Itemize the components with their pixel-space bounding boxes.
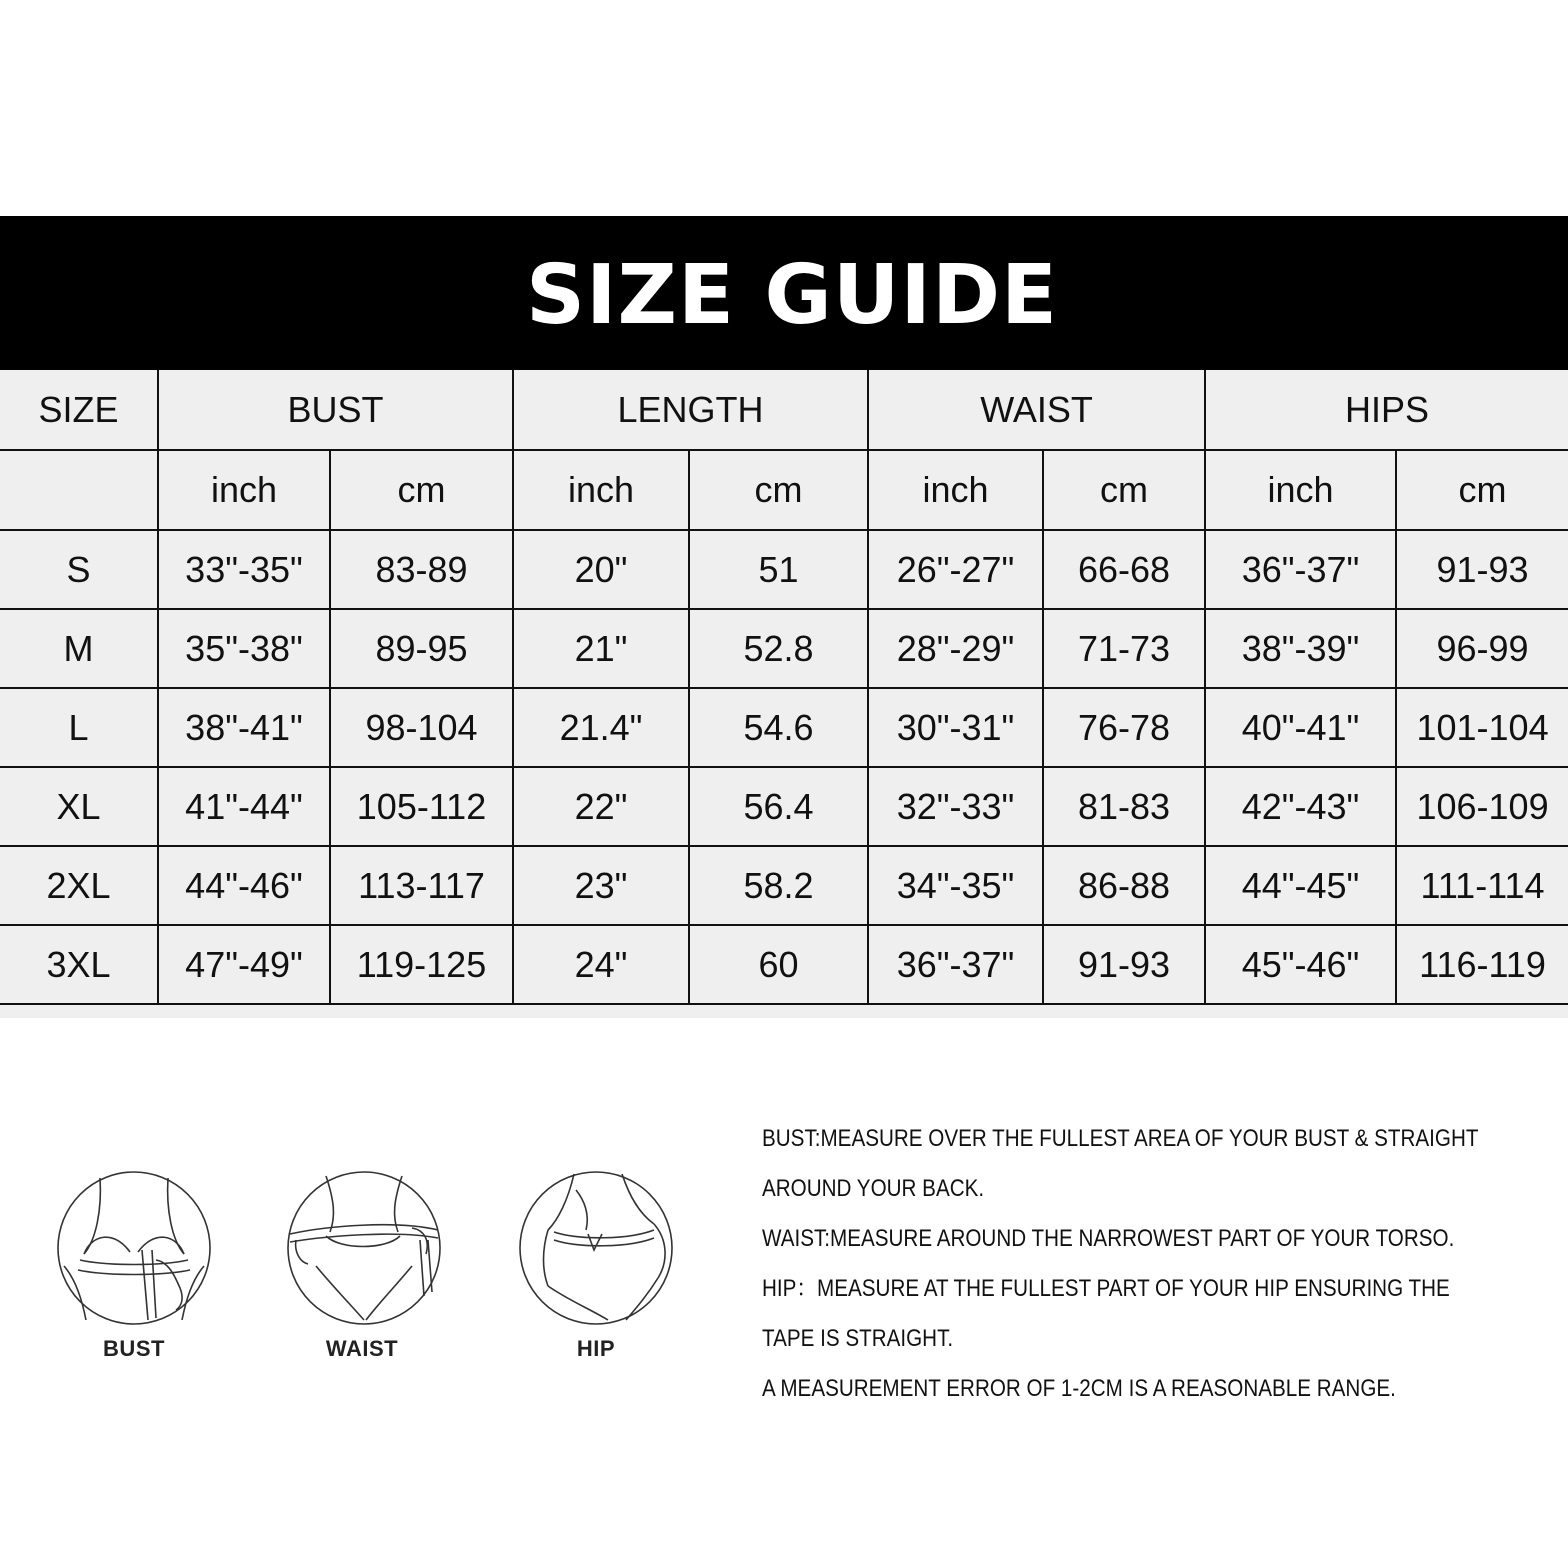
table-cell: 51 xyxy=(689,530,868,609)
table-cell: 91-93 xyxy=(1043,925,1205,1004)
table-cell: 26"-27" xyxy=(868,530,1043,609)
table-cell: 45"-46" xyxy=(1205,925,1396,1004)
note-line: AROUND YOUR BACK. xyxy=(762,1175,985,1202)
table-cell: 2XL xyxy=(0,846,158,925)
table-row xyxy=(0,609,1568,688)
unit-header-row xyxy=(0,450,1568,530)
header-length: LENGTH xyxy=(513,370,868,450)
group-header-row xyxy=(0,370,1568,450)
table-cell: 56.4 xyxy=(689,767,868,846)
note-line: WAIST:MEASURE AROUND THE NARROWEST PART OF YOUR TORSO. xyxy=(762,1225,1455,1252)
note-line: TAPE IS STRAIGHT. xyxy=(762,1325,954,1352)
table-cell: 81-83 xyxy=(1043,767,1205,846)
header-bust: BUST xyxy=(158,370,513,450)
unit-header: inch xyxy=(513,450,689,530)
table-cell: 21.4" xyxy=(513,688,689,767)
table-cell: 35"-38" xyxy=(158,609,330,688)
table-cell: 83-89 xyxy=(330,530,513,609)
unit-header: inch xyxy=(868,450,1043,530)
unit-header: cm xyxy=(330,450,513,530)
table-cell: 38"-39" xyxy=(1205,609,1396,688)
unit-header: inch xyxy=(1205,450,1396,530)
note-line: BUST:MEASURE OVER THE FULLEST AREA OF YOUR BUST & STRAIGHT xyxy=(762,1125,1479,1152)
icon-label-waist: WAIST xyxy=(325,1336,399,1361)
table-cell: 33"-35" xyxy=(158,530,330,609)
table-cell: 66-68 xyxy=(1043,530,1205,609)
table-cell: 42"-43" xyxy=(1205,767,1396,846)
table-cell: 28"-29" xyxy=(868,609,1043,688)
table-cell: 54.6 xyxy=(689,688,868,767)
unit-header: cm xyxy=(1043,450,1205,530)
table-cell: 32"-33" xyxy=(868,767,1043,846)
table-cell: 91-93 xyxy=(1396,530,1568,609)
table-cell: 44"-45" xyxy=(1205,846,1396,925)
table-cell: L xyxy=(0,688,158,767)
table-cell: 52.8 xyxy=(689,609,868,688)
size-table xyxy=(0,370,1568,1005)
title-banner xyxy=(0,216,1568,370)
unit-header: inch xyxy=(158,450,330,530)
header-hips: HIPS xyxy=(1205,370,1568,450)
table-row xyxy=(0,767,1568,846)
note-line: HIP：MEASURE AT THE FULLEST PART OF YOUR HIP ENSURING THE xyxy=(762,1275,1450,1302)
unit-header: cm xyxy=(689,450,868,530)
table-row xyxy=(0,925,1568,1004)
table-cell: 36"-37" xyxy=(1205,530,1396,609)
table-row xyxy=(0,688,1568,767)
table-cell: 22" xyxy=(513,767,689,846)
table-cell: 101-104 xyxy=(1396,688,1568,767)
bust-measure-icon xyxy=(56,1170,212,1331)
table-cell: 105-112 xyxy=(330,767,513,846)
table-cell: 38"-41" xyxy=(158,688,330,767)
table-cell: 24" xyxy=(513,925,689,1004)
table-cell: 41"-44" xyxy=(158,767,330,846)
table-cell: 21" xyxy=(513,609,689,688)
table-cell: M xyxy=(0,609,158,688)
table-cell: 23" xyxy=(513,846,689,925)
size-table-container xyxy=(0,370,1568,1018)
table-cell: 113-117 xyxy=(330,846,513,925)
table-cell: 34"-35" xyxy=(868,846,1043,925)
unit-header xyxy=(0,450,158,530)
table-cell: 60 xyxy=(689,925,868,1004)
icon-label-hip: HIP xyxy=(576,1336,616,1361)
table-cell: 30"-31" xyxy=(868,688,1043,767)
table-row xyxy=(0,846,1568,925)
table-cell: 119-125 xyxy=(330,925,513,1004)
table-cell: 40"-41" xyxy=(1205,688,1396,767)
icon-label-bust: BUST xyxy=(103,1336,165,1361)
table-cell: 20" xyxy=(513,530,689,609)
table-cell: 116-119 xyxy=(1396,925,1568,1004)
table-cell: 76-78 xyxy=(1043,688,1205,767)
table-cell: 111-114 xyxy=(1396,846,1568,925)
note-line: A MEASUREMENT ERROR OF 1-2CM IS A REASONABLE RANGE. xyxy=(762,1375,1396,1402)
table-row xyxy=(0,530,1568,609)
unit-header: cm xyxy=(1396,450,1568,530)
table-cell: 96-99 xyxy=(1396,609,1568,688)
hip-measure-icon xyxy=(518,1170,674,1331)
table-cell: 47"-49" xyxy=(158,925,330,1004)
table-cell: 58.2 xyxy=(689,846,868,925)
table-cell: 89-95 xyxy=(330,609,513,688)
table-cell: 106-109 xyxy=(1396,767,1568,846)
header-waist: WAIST xyxy=(868,370,1205,450)
header-size: SIZE xyxy=(0,370,158,450)
table-cell: 86-88 xyxy=(1043,846,1205,925)
table-cell: 3XL xyxy=(0,925,158,1004)
page-title: SIZE GUIDE xyxy=(525,247,1059,343)
table-cell: XL xyxy=(0,767,158,846)
table-cell: 44"-46" xyxy=(158,846,330,925)
waist-measure-icon xyxy=(286,1170,442,1331)
table-cell: S xyxy=(0,530,158,609)
table-cell: 98-104 xyxy=(330,688,513,767)
measurement-notes xyxy=(762,1114,1562,1414)
table-cell: 36"-37" xyxy=(868,925,1043,1004)
table-cell: 71-73 xyxy=(1043,609,1205,688)
